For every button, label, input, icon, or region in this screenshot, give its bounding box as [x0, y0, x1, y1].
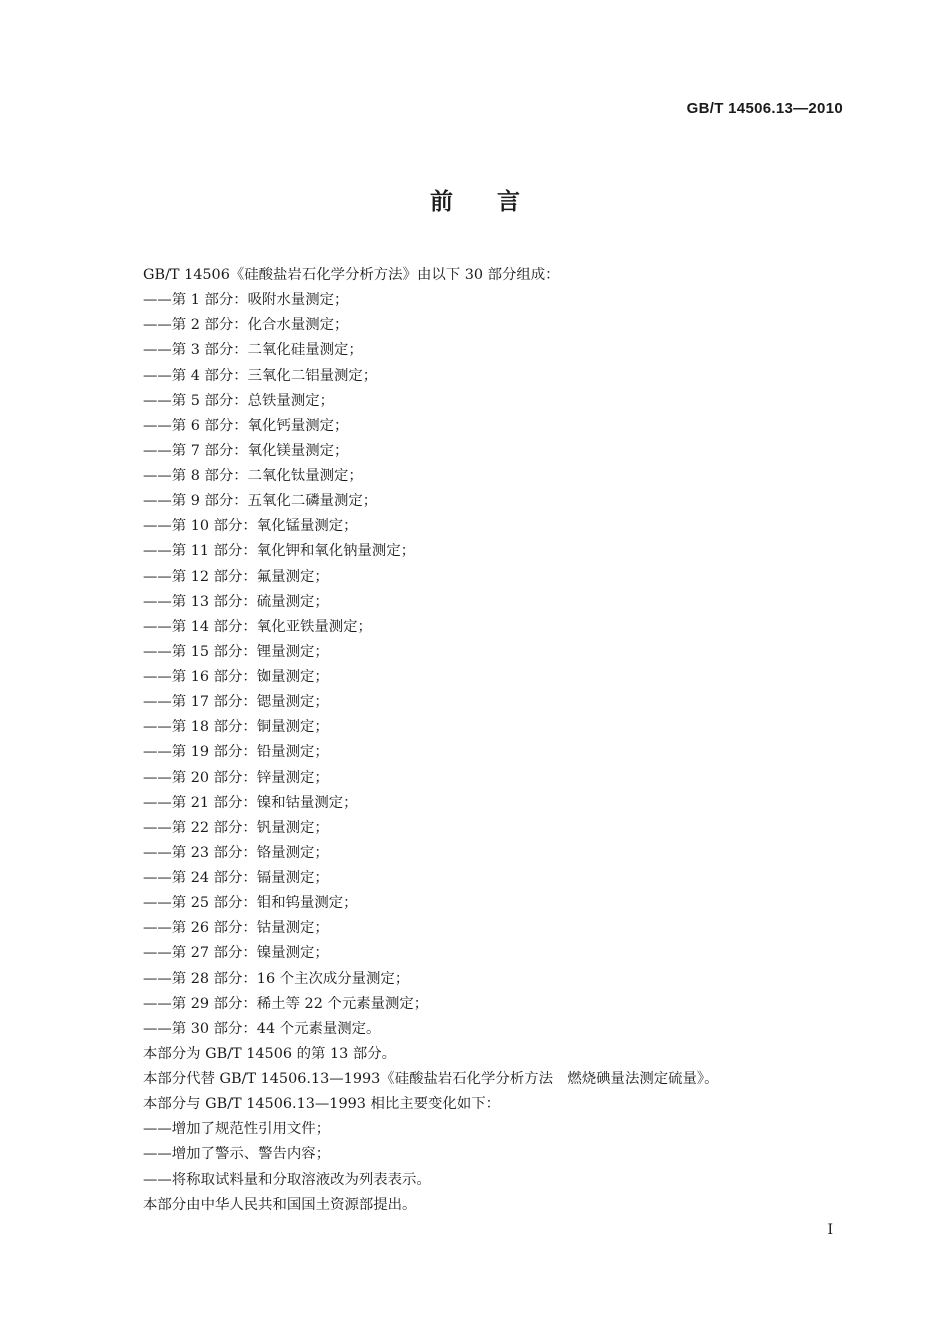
part-list-item: ——第 24 部分：镉量测定；: [143, 870, 329, 886]
statement-changes: 本部分与 GB/T 14506.13—1993 相比主要变化如下：: [143, 1096, 500, 1113]
statement-proposer: 本部分由中华人民共和国国土资源部提出。: [143, 1196, 417, 1213]
part-list-item: ——第 11 部分：氧化钾和氧化钠量测定；: [143, 543, 416, 560]
foreword-body: [143, 263, 863, 1218]
part-list-item: ——第 30 部分：44 个元素量测定。: [143, 1020, 381, 1037]
part-list-item: ——第 3 部分：二氧化硅量测定；: [143, 342, 363, 359]
changes-list: [143, 1117, 863, 1192]
part-list-item: ——第 27 部分：镍量测定；: [143, 945, 329, 962]
part-list-item: ——第 28 部分：16 个主次成分量测定；: [143, 970, 410, 987]
part-list-item: ——第 14 部分：氧化亚铁量测定；: [143, 618, 372, 635]
statement-part: 本部分为 GB/T 14506 的第 13 部分。: [143, 1045, 396, 1062]
intro-line: GB/T 14506《硅酸盐岩石化学分析方法》由以下 30 部分组成：: [143, 267, 560, 283]
part-list-item: ——第 23 部分：铬量测定；: [143, 844, 329, 861]
part-list-item: ——第 2 部分：化合水量测定；: [143, 317, 349, 334]
part-list-item: ——第 5 部分：总铁量测定；: [143, 392, 334, 409]
change-list-item: ——将称取试料量和分取溶液改为列表表示。: [143, 1171, 431, 1188]
part-list-item: ——第 13 部分：硫量测定；: [143, 593, 329, 610]
part-list-item: ——第 15 部分：锂量测定；: [143, 643, 329, 660]
part-list-item: ——第 16 部分：铷量测定；: [143, 669, 329, 685]
part-list-item: ——第 17 部分：锶量测定；: [143, 694, 329, 711]
change-list-item: ——增加了警示、警告内容；: [143, 1146, 331, 1163]
part-list-item: ——第 7 部分：氧化镁量测定；: [143, 442, 349, 459]
part-list-item: ——第 6 部分：氧化钙量测定；: [143, 417, 349, 434]
part-list-item: ——第 20 部分：锌量测定；: [143, 769, 329, 786]
part-list-item: ——第 4 部分：三氧化二铝量测定；: [143, 367, 378, 384]
standard-code: GB/T 14506.13—2010: [686, 100, 843, 117]
part-list-item: ——第 29 部分：稀土等 22 个元素量测定；: [143, 995, 429, 1012]
part-list-item: ——第 19 部分：铅量测定；: [143, 744, 329, 761]
page-number: I: [827, 1222, 833, 1238]
part-list-item: ——第 10 部分：氧化锰量测定；: [143, 518, 358, 535]
part-list-item: ——第 26 部分：钴量测定；: [143, 920, 329, 937]
part-list-item: ——第 22 部分：钒量测定；: [143, 819, 329, 836]
page-title: 前言: [430, 189, 564, 215]
part-list-item: ——第 21 部分：镍和钴量测定；: [143, 794, 358, 811]
statement-replace: 本部分代替 GB/T 14506.13—1993《硅酸盐岩石化学分析方法 燃烧碘量法测定硫量》。: [143, 1071, 719, 1087]
part-list-item: ——第 9 部分：五氧化二磷量测定；: [143, 493, 378, 510]
part-list-item: ——第 25 部分：钼和钨量测定；: [143, 895, 358, 912]
parts-list: [143, 288, 863, 1042]
part-list-item: ——第 8 部分：二氧化钛量测定；: [143, 468, 363, 484]
part-list-item: ——第 18 部分：铜量测定；: [143, 719, 329, 736]
change-list-item: ——增加了规范性引用文件；: [143, 1121, 331, 1138]
part-list-item: ——第 12 部分：氟量测定；: [143, 568, 329, 585]
part-list-item: ——第 1 部分：吸附水量测定；: [143, 292, 349, 309]
